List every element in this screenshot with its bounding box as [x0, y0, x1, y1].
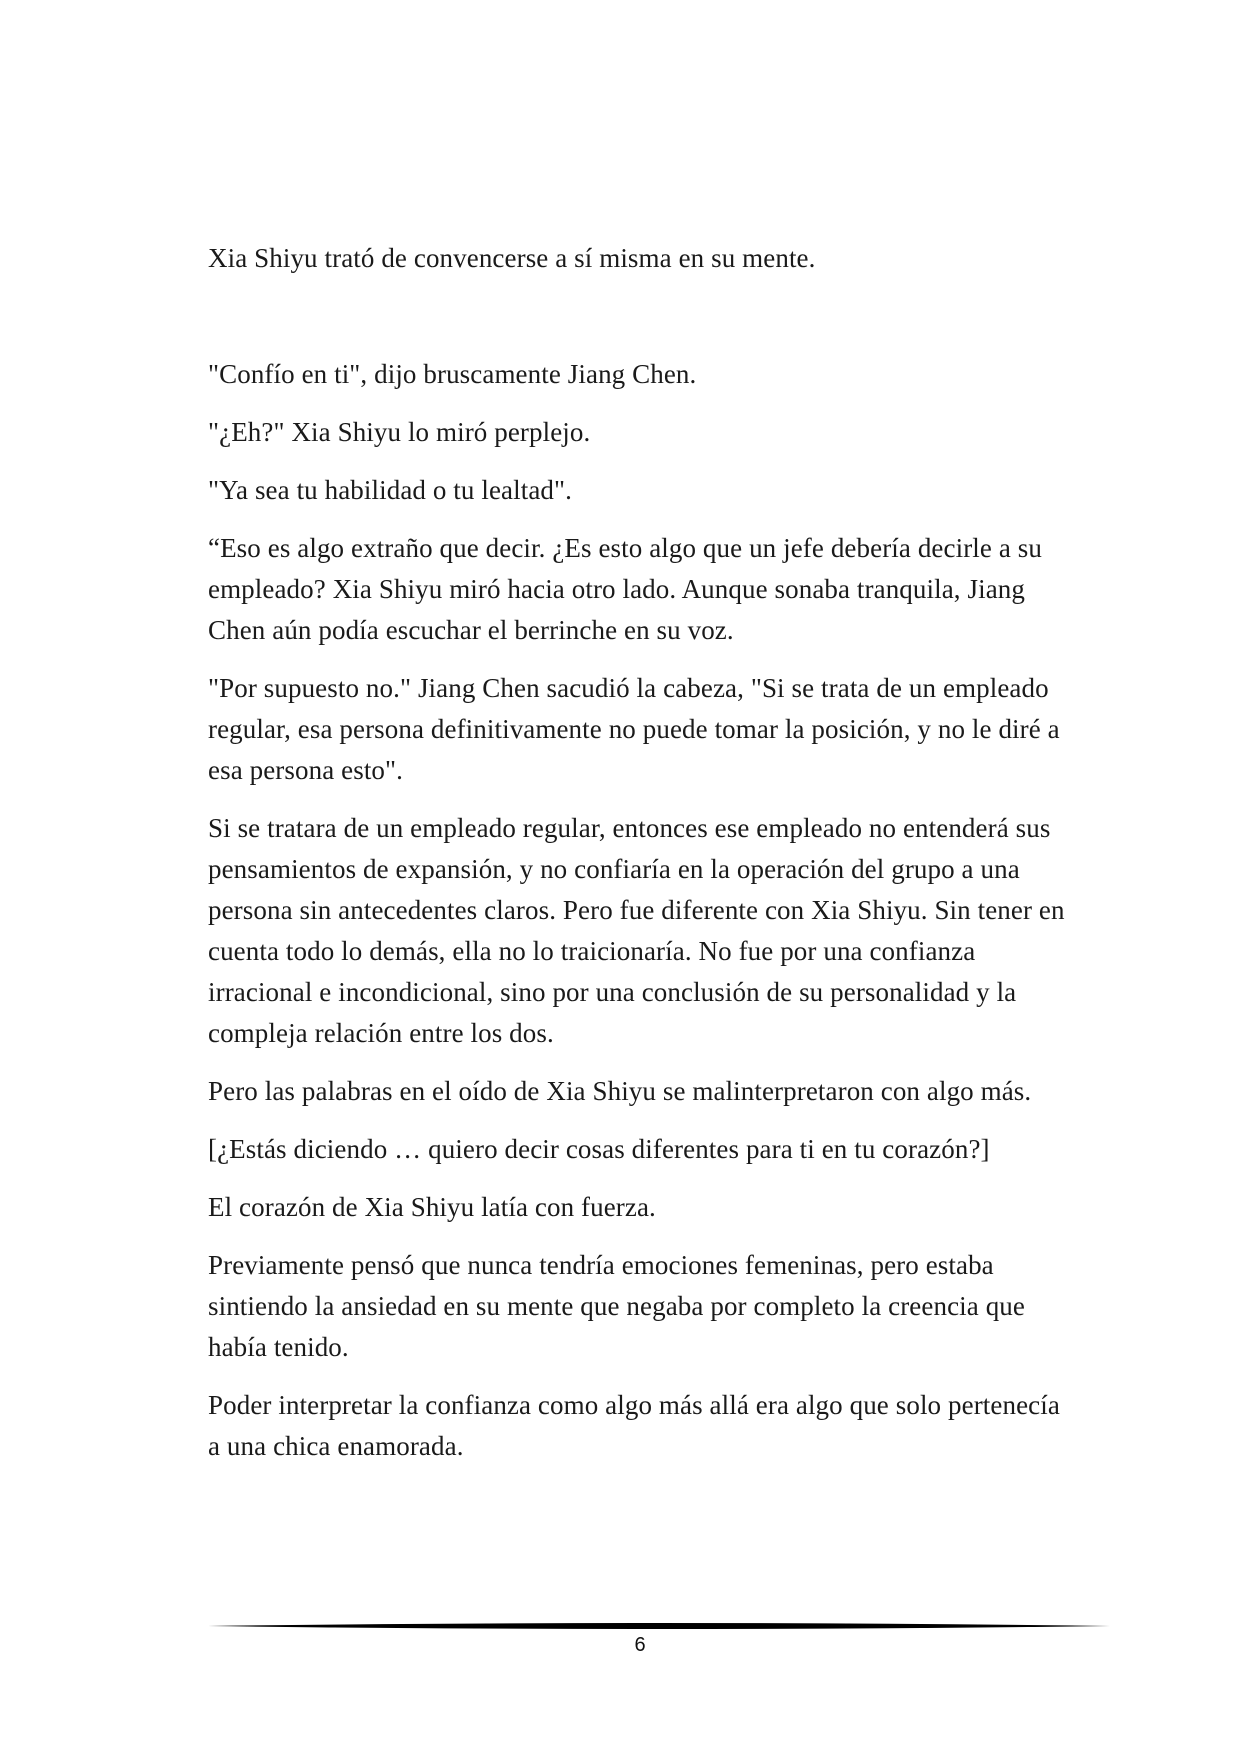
page-body	[208, 238, 1068, 1484]
paragraph: “Eso es algo extraño que decir. ¿Es esto algo que un jefe debería decirle a su empleado? Xia Shiyu miró hacia otro lado. Aunque sonaba tranquila, Jiang Chen aún podía escuchar el berrinche en su voz.	[208, 533, 1042, 645]
paragraph: Poder interpretar la confianza como algo más allá era algo que solo pertenecía a una chica enamorada.	[208, 1390, 1060, 1461]
paragraph: El corazón de Xia Shiyu latía con fuerza.	[208, 1192, 656, 1222]
paragraph: Si se tratara de un empleado regular, entonces ese empleado no entenderá sus pensamientos de expansión, y no confiaría en la operación del grupo a una persona sin antecedentes claros. Pero fue diferente con Xia Shiyu. Sin tener en cuenta todo lo demás, ella no lo traicionaría. No fue por una confianza irracional e incondicional, sino por una conclusión de su personalidad y la compleja relación entre los dos.	[208, 813, 1065, 1048]
paragraph: Previamente pensó que nunca tendría emociones femeninas, pero estaba sintiendo la ansiedad en su mente que negaba por completo la creencia que había tenido.	[208, 1250, 1025, 1362]
paragraph: "Ya sea tu habilidad o tu lealtad".	[208, 475, 572, 505]
paragraph: [¿Estás diciendo … quiero decir cosas diferentes para ti en tu corazón?]	[208, 1134, 990, 1164]
paragraph: "Confío en ti", dijo bruscamente Jiang Chen.	[208, 359, 697, 389]
page-number: 6	[634, 1634, 646, 1656]
paragraph: Xia Shiyu trató de convencerse a sí misma en su mente.	[208, 243, 816, 273]
footer-divider	[208, 1620, 1110, 1632]
paragraph: "¿Eh?" Xia Shiyu lo miró perplejo.	[208, 417, 591, 447]
paragraph: "Por supuesto no." Jiang Chen sacudió la cabeza, "Si se trata de un empleado regular, esa persona definitivamente no puede tomar la posición, y no le diré a esa persona esto".	[208, 673, 1060, 785]
paragraph: Pero las palabras en el oído de Xia Shiyu se malinterpretaron con algo más.	[208, 1076, 1032, 1106]
